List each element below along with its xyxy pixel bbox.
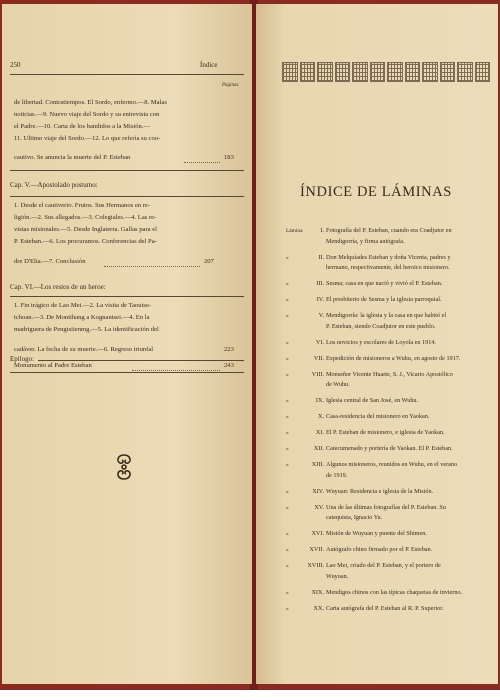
plate-entry: [286, 588, 496, 599]
plate-number: III.: [316, 280, 324, 287]
plates-list: [286, 226, 496, 620]
plate-entry-continuation: [286, 237, 496, 248]
plate-entry: [286, 460, 496, 471]
plate-prefix: »: [286, 398, 289, 404]
plate-caption: Don Melquíades Esteban y doña Vicenta, padres y: [326, 253, 451, 261]
toc-page-number: 223: [224, 346, 234, 353]
plate-entry-continuation: [286, 471, 496, 482]
plate-caption: P. Esteban, siendo Coadjutor en este pueblo.: [326, 322, 436, 330]
plate-caption: de Wuhu.: [326, 381, 350, 388]
header-rule: [10, 74, 244, 75]
plate-caption: Misión de Wuyuan y puente del Shimen.: [326, 530, 427, 537]
toc-line: vistas misionales.—5. Desde Inglaterra. Gallas para el: [14, 226, 158, 233]
plate-entry: [286, 226, 496, 237]
plate-caption: Mendigorría: la iglesia y la casa en que habitó el: [326, 312, 447, 319]
plate-prefix: »: [286, 414, 289, 420]
toc-line: de libertad. Contratiempos. El Sordo, enfermo.—8. Malas: [14, 99, 167, 106]
plate-entry: [286, 503, 496, 514]
plate-prefix: Lámina: [286, 228, 303, 234]
plate-number: VII.: [313, 354, 324, 362]
plate-caption: Wuyuan.: [326, 572, 349, 580]
plate-caption: Lao Mei, criado del P. Esteban, y el portero de: [326, 562, 441, 569]
plate-entry: [286, 295, 496, 306]
plate-prefix: »: [286, 547, 289, 553]
running-head: Índice: [200, 61, 218, 69]
plate-number: XVI.: [311, 530, 324, 537]
plate-prefix: »: [286, 605, 289, 612]
leader-dots: [104, 266, 200, 267]
toc-line: madriguera de Pengtsiienmg.—5. La identificación del: [14, 326, 159, 333]
plate-caption: Iglesia central de San José, en Wuhu.: [326, 397, 419, 404]
pages-column-label: Páginas: [222, 83, 239, 88]
plate-prefix: »: [286, 563, 289, 569]
plate-prefix: »: [286, 504, 289, 511]
section-rule: [10, 372, 244, 373]
page-number: 250: [10, 61, 21, 69]
plate-entry: [286, 561, 496, 572]
plate-number: XVII.: [309, 546, 324, 553]
plate-caption: Casa-residencia del misionero en Yaokan.: [326, 413, 430, 420]
fleuron-ornament-icon: [112, 452, 136, 482]
plate-prefix: »: [286, 313, 289, 319]
plate-caption: Mendigorría, y firma autógrafa.: [326, 237, 405, 245]
plate-entry: [286, 487, 496, 498]
plate-number: VI.: [315, 338, 324, 346]
plate-number: XIV.: [312, 487, 324, 495]
plate-entry: [286, 604, 496, 615]
plate-prefix: »: [286, 254, 289, 261]
plate-number: II.: [318, 253, 324, 261]
plate-caption: Los novicios y escolares de Loyola en 1914.: [326, 338, 436, 346]
plate-caption: Sesma; casa en que nació y vivió el P. Esteban.: [326, 280, 443, 287]
plate-number: VIII.: [311, 370, 324, 378]
plate-caption: Catecumenado y portería de Yaokan. El P. Esteban.: [326, 445, 453, 452]
plate-number: XI.: [315, 429, 324, 436]
toc-line: dre D'Elia.—7. Conclusión: [14, 258, 86, 265]
plate-caption: El presbiterio de Sesma y la iglesia parroquial.: [326, 296, 442, 303]
toc-line: Monumento al Padre Esteban: [14, 362, 92, 369]
plate-entry-continuation: [286, 322, 496, 333]
toc-line: P. Esteban.—6. Los procuramos. Conferencias del Pa-: [14, 238, 157, 245]
plate-entry: [286, 529, 496, 540]
plate-caption: Wuyuan: Residencia e iglesia de la Misión.: [326, 487, 434, 495]
plate-prefix: »: [286, 371, 289, 378]
plate-entry: [286, 396, 496, 407]
plate-caption: Algunos misioneros, reunidos en Wuhu, en el verano: [326, 461, 458, 468]
toc-line: cautivo. Se anuncia la muerte del P. Esteban: [14, 154, 131, 161]
toc-page-number: 243: [224, 362, 234, 369]
plate-number: XIII.: [311, 461, 324, 468]
plate-entry: [286, 545, 496, 556]
plate-number: XII.: [313, 445, 324, 452]
section-rule: [10, 296, 244, 297]
plate-entry-continuation: [286, 263, 496, 274]
plate-caption: El P. Esteban de misionero, e iglesia de Yaokan.: [326, 429, 445, 436]
plate-number: V.: [318, 312, 324, 319]
plate-entry-continuation: [286, 572, 496, 583]
plate-prefix: »: [286, 531, 289, 537]
plate-entry: [286, 412, 496, 423]
plate-caption: Monseñor Vicente Huarte, S. J., Vicario Apostólico: [326, 370, 453, 378]
plate-entry-continuation: [286, 380, 496, 391]
toc-line: 11. Ultimo viaje del Sordo.—12. Lo que refería su coo-: [14, 135, 161, 142]
section-rule: [10, 170, 244, 171]
plate-number: XV.: [314, 503, 324, 511]
plate-prefix: »: [286, 339, 289, 346]
plate-number: I.: [320, 227, 324, 234]
plate-entry: [286, 279, 496, 290]
plate-entry-continuation: [286, 513, 496, 524]
plate-number: X.: [317, 413, 324, 420]
plate-caption: de 1919.: [326, 471, 348, 479]
toc-line: tchoan.—3. De Montihang a Kognantsei.—4. En la: [14, 314, 150, 321]
plate-prefix: »: [286, 446, 289, 452]
plate-entry: [286, 444, 496, 455]
plate-entry: [286, 338, 496, 349]
plate-number: IV.: [316, 296, 324, 303]
leader-dots: [184, 162, 220, 163]
section-rule: [10, 196, 244, 197]
chapter-heading: Cap. VI.—Los restos de un heroe:: [10, 283, 106, 291]
page-title: ÍNDICE DE LÁMINAS: [300, 184, 452, 200]
toc-page-number: 207: [204, 258, 214, 265]
toc-page-number: 183: [224, 154, 234, 161]
plate-caption: Expedición de misioneros a Wuhu, en agosto de 1917.: [326, 354, 461, 362]
plate-caption: Carta autógrafa del P. Esteban al R. P. Superior.: [326, 604, 444, 612]
plate-caption: hermano, respectivamente, del heroico misionero.: [326, 264, 450, 271]
plate-prefix: »: [286, 462, 289, 468]
plate-prefix: »: [286, 488, 289, 495]
plate-entry: [286, 428, 496, 439]
toc-line: el Padre.—10. Carta de los bandidos a la Misión.—: [14, 123, 151, 130]
toc-line: 1. Fin trágico de Lao Mei.—2. La visita de Taoutse-: [14, 302, 152, 309]
toc-line: 1. Desde el cautiverio. Frutos. Sus Hermanos en re-: [14, 202, 151, 209]
toc-line: noticias.—9. Nuevo viaje del Sordo y su entrevista con: [14, 111, 160, 118]
plate-caption: catequista, Ignacio Yu.: [326, 514, 383, 521]
plate-prefix: »: [286, 430, 289, 436]
plate-number: XX.: [313, 604, 324, 612]
plate-entry: [286, 311, 496, 322]
plate-caption: Mendigos chinos con las típicas chaquetas de invierno.: [326, 588, 463, 596]
plate-entry: [286, 370, 496, 381]
plate-caption: Autógrafo chino firmado por el P. Esteban.: [326, 546, 433, 553]
plate-number: IX.: [315, 397, 324, 404]
plate-entry: [286, 354, 496, 365]
plate-caption: Una de las últimas fotografías del P. Esteban. Su: [326, 503, 446, 511]
leader-dots: [132, 370, 220, 371]
plate-prefix: »: [286, 589, 289, 596]
chapter-heading: Epilogo:: [10, 354, 38, 366]
toc-line: ligión.—2. Sus allegados.—3. Colegiales.—4. Las re-: [14, 214, 157, 221]
chapter-heading: Cap. V.—Apostolado postumo:: [10, 181, 98, 189]
plate-prefix: »: [286, 297, 289, 303]
decorative-header-band: [282, 62, 490, 82]
plate-entry: [286, 253, 496, 264]
plate-prefix: »: [286, 355, 289, 362]
toc-line: cadáver. La fecha de su muerte.—6. Regreso triunfal: [14, 346, 154, 353]
plate-number: XIX.: [311, 588, 324, 596]
plate-caption: Fotografía del P. Esteban, cuando era Coadjutor en: [326, 227, 452, 234]
plate-number: XVIII.: [307, 562, 324, 569]
plate-prefix: »: [286, 281, 289, 287]
